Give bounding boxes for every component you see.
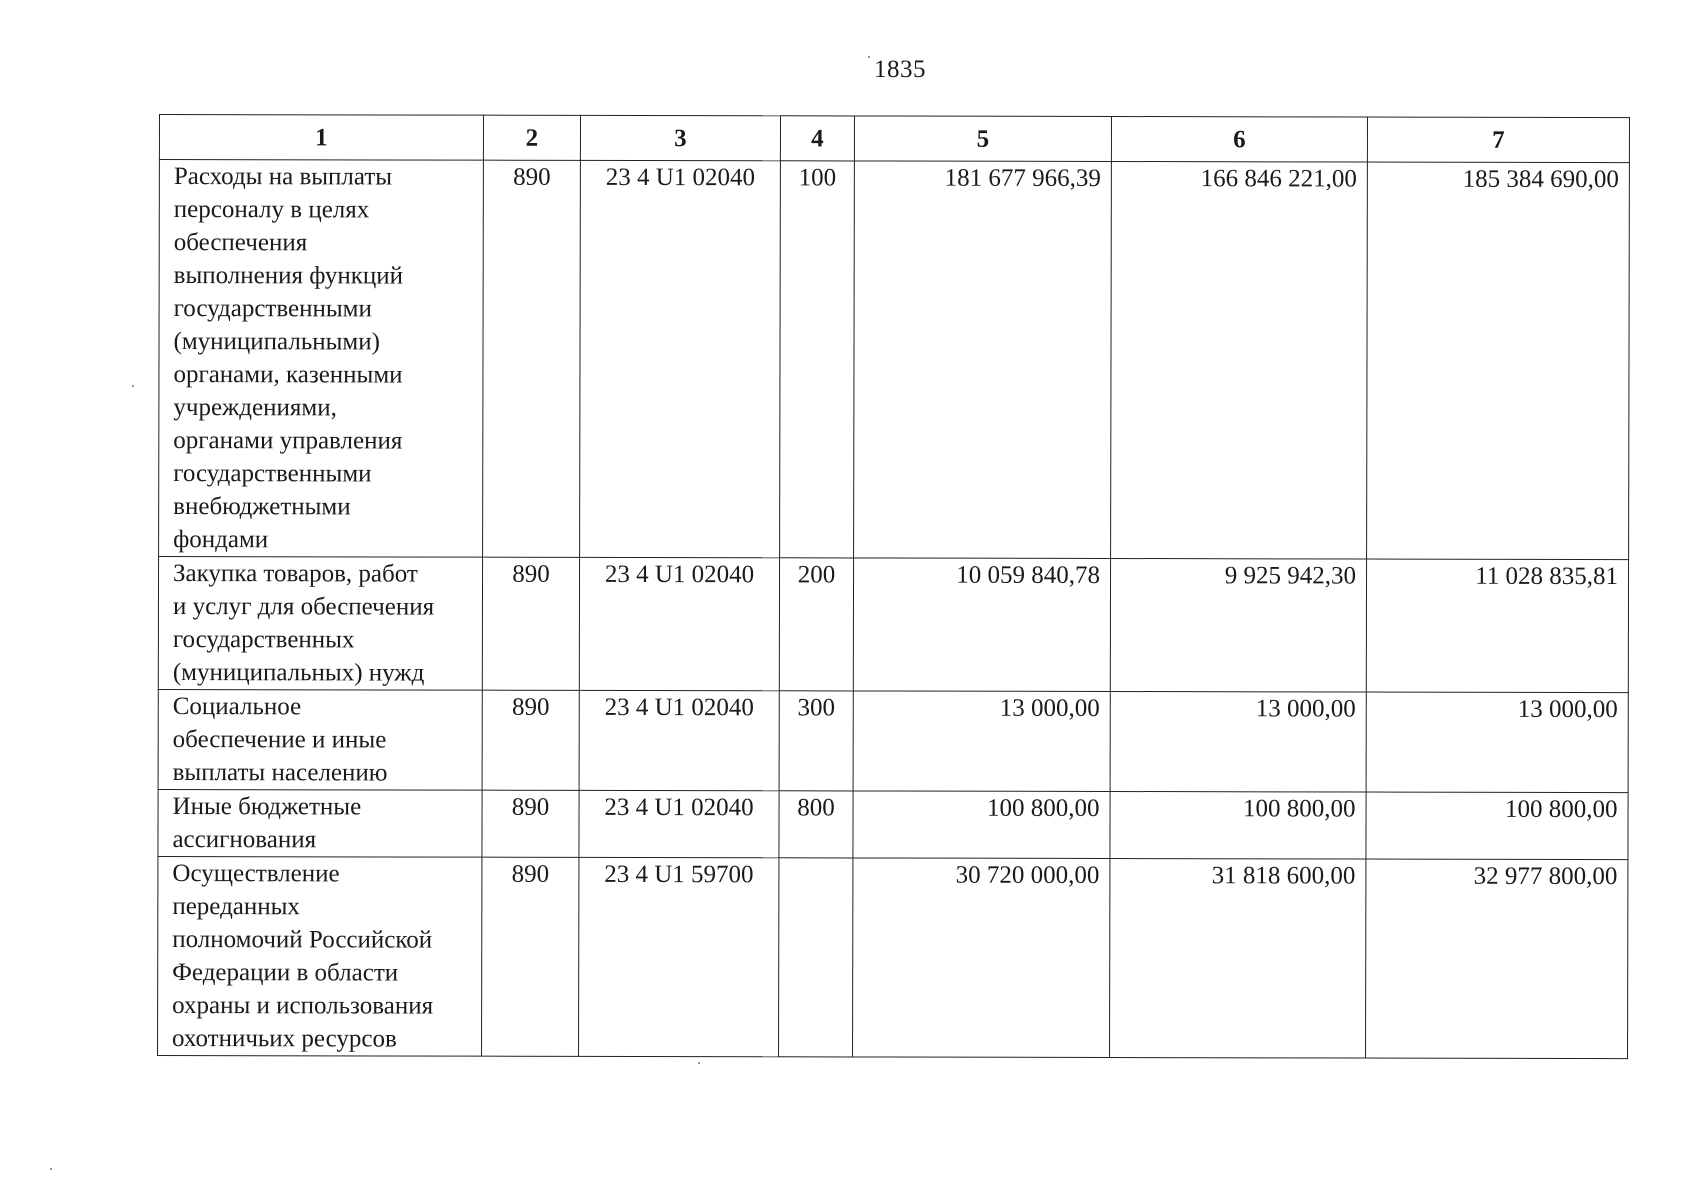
expense-name-line: учреждениями,	[173, 394, 337, 422]
amount-col-5-cell: 30 720 000,00	[853, 858, 1110, 1058]
target-article-cell: 23 4 U1 02040	[580, 160, 781, 557]
target-article-cell: 23 4 U1 02040	[579, 690, 779, 790]
column-header-5: 5	[854, 116, 1111, 162]
expense-name-line: обеспечения	[173, 229, 308, 257]
amount-col-6-cell: 166 846 221,00	[1111, 161, 1368, 559]
amount-col-5-cell: 13 000,00	[853, 691, 1110, 792]
table-row	[158, 557, 1628, 693]
amount-col-7-cell: 185 384 690,00	[1367, 162, 1630, 560]
table-row	[158, 789, 1628, 859]
expense-name-line: Федерации в области	[172, 959, 399, 987]
column-header-4: 4	[780, 116, 854, 161]
amount-col-5-cell: 100 800,00	[853, 791, 1110, 859]
expense-name-line: переданных	[172, 893, 300, 921]
expense-name-line: и услуг для обеспечения	[172, 593, 435, 621]
amount-col-7-cell: 13 000,00	[1366, 692, 1628, 793]
amount-col-7-cell: 11 028 835,81	[1366, 559, 1628, 693]
expense-name-line: Осуществление	[172, 860, 340, 888]
column-header-7: 7	[1367, 117, 1629, 163]
ministry-code-cell: 890	[483, 160, 581, 557]
expense-name-line: выполнения функций	[173, 262, 404, 290]
expense-name-line: фондами	[173, 526, 269, 554]
expense-name-cell	[159, 160, 484, 558]
expense-name-line: персоналу в целях	[173, 196, 370, 224]
ministry-code-cell: 890	[482, 857, 579, 1056]
column-header-6: 6	[1111, 116, 1367, 162]
amount-col-7-cell: 32 977 800,00	[1366, 859, 1628, 1059]
expense-name-line: Закупка товаров, работ	[173, 560, 418, 588]
expense-name-line: выплаты населению	[172, 759, 388, 787]
scan-speck	[698, 1062, 700, 1064]
ministry-code-cell: 890	[482, 690, 579, 790]
expense-name-line: органами управления	[173, 427, 403, 455]
amount-col-6-cell: 13 000,00	[1110, 691, 1366, 792]
table-header-row	[159, 115, 1629, 163]
expense-type-cell: 200	[779, 558, 853, 691]
expense-type-cell	[779, 858, 853, 1057]
table-row	[159, 160, 1630, 560]
target-article-cell: 23 4 U1 02040	[579, 557, 779, 690]
expense-name-line: охотничьих ресурсов	[172, 1025, 397, 1053]
expense-name-cell	[158, 557, 482, 691]
expense-name-line: ассигнования	[172, 826, 317, 854]
expense-name-line: обеспечение и иные	[172, 726, 387, 754]
target-article-cell: 23 4 U1 59700	[579, 857, 779, 1056]
scan-speck	[50, 1168, 52, 1170]
amount-col-6-cell: 100 800,00	[1110, 791, 1366, 859]
expense-name-line: государственными	[173, 460, 372, 488]
column-header-3: 3	[580, 115, 780, 160]
expense-name-line: государственными	[173, 295, 372, 323]
expense-type-cell: 800	[779, 791, 853, 858]
expense-name-line: (муниципальных) нужд	[172, 659, 425, 687]
page-number: 1835	[874, 56, 926, 83]
ministry-code-cell: 890	[482, 557, 579, 690]
amount-col-5-cell: 181 677 966,39	[854, 161, 1112, 559]
scan-speck	[132, 385, 134, 387]
expense-name-line: охраны и использования	[172, 992, 434, 1020]
expense-name-line: государственных	[172, 626, 355, 654]
target-article-cell: 23 4 U1 02040	[579, 790, 779, 857]
expense-name-cell	[158, 789, 482, 857]
scan-speck	[868, 56, 870, 58]
expense-name-line: Социальное	[172, 693, 302, 721]
expense-name-cell	[158, 689, 482, 790]
expense-type-cell: 100	[780, 161, 855, 558]
table-row	[158, 689, 1628, 792]
column-header-2: 2	[483, 115, 580, 160]
amount-col-5-cell: 10 059 840,78	[853, 558, 1110, 692]
expense-type-cell: 300	[779, 691, 853, 791]
expense-name-line: внебюджетными	[173, 493, 351, 521]
expense-name-line: Иные бюджетные	[172, 793, 362, 821]
amount-col-7-cell: 100 800,00	[1366, 792, 1628, 860]
ministry-code-cell: 890	[482, 790, 579, 857]
table-row	[158, 856, 1628, 1058]
expense-name-line: Расходы на выплаты	[173, 163, 393, 191]
column-header-1: 1	[159, 115, 483, 161]
amount-col-6-cell: 31 818 600,00	[1110, 858, 1366, 1058]
expense-name-cell	[158, 856, 482, 1056]
budget-table	[157, 114, 1630, 1059]
amount-col-6-cell: 9 925 942,30	[1110, 558, 1366, 692]
expense-name-line: органами, казенными	[173, 361, 403, 389]
expense-name-line: полномочий Российской	[172, 926, 433, 954]
expense-name-line: (муниципальными)	[173, 328, 380, 356]
